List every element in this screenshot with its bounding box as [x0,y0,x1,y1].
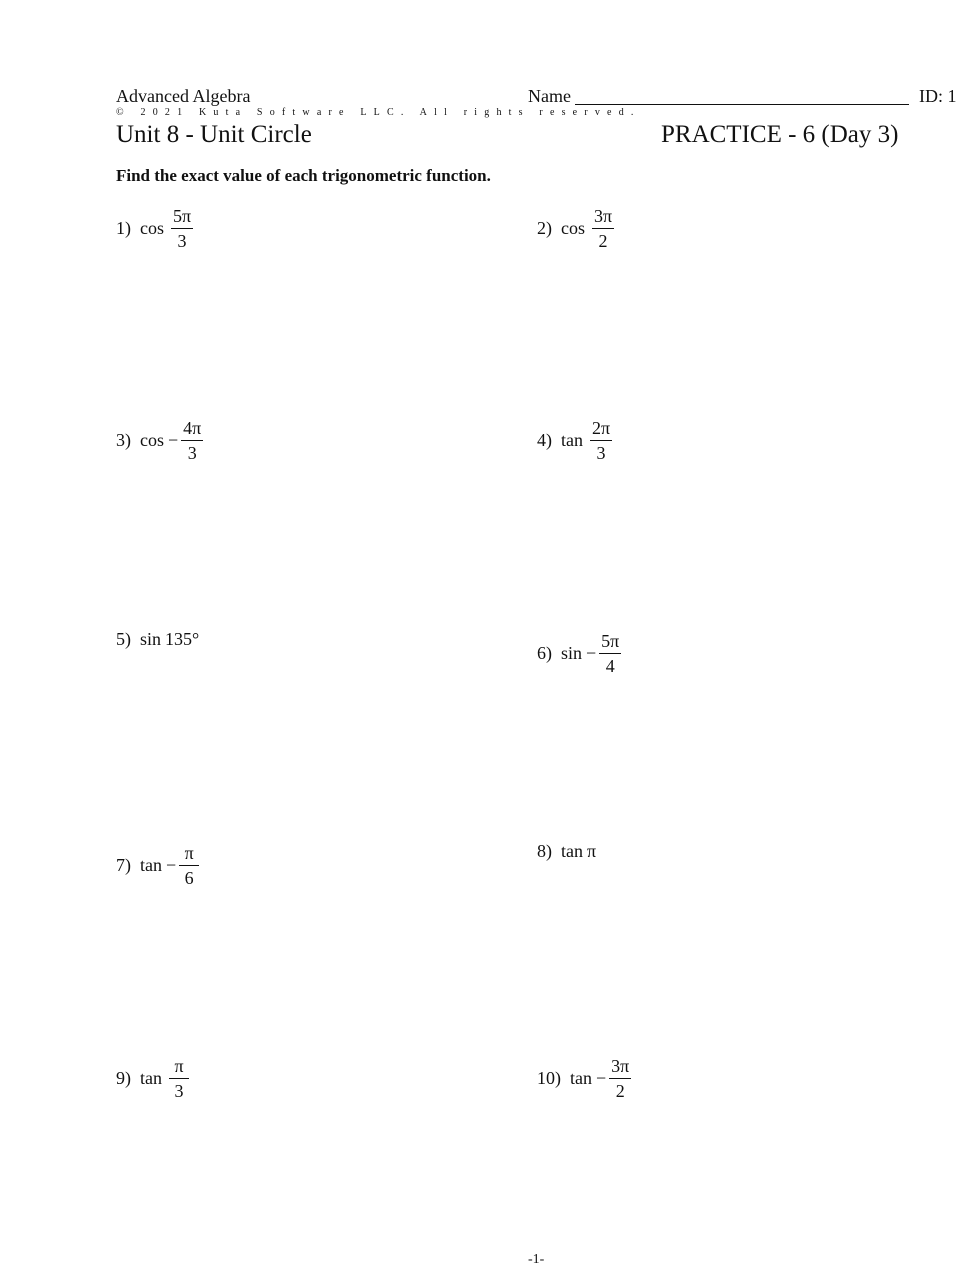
problem-number: 10) [537,1068,561,1088]
trig-function: sin [561,643,583,663]
problem-1 [116,204,193,253]
fraction-denominator: 3 [177,231,187,251]
negative-sign: − [166,855,177,875]
problem-5 [116,629,199,650]
fraction-denominator: 2 [615,1081,625,1101]
trig-function: tan [140,855,162,875]
problem-number: 6) [537,643,552,663]
trig-function: sin [140,629,162,649]
problem-number: 4) [537,430,552,450]
angle-argument: 135° [165,629,200,649]
problem-number: 7) [116,855,131,875]
id-label: ID: 1 [919,86,957,106]
fraction-denominator: 6 [184,868,194,888]
trig-function: tan [140,1068,162,1088]
negative-sign: − [168,430,179,450]
negative-sign: − [586,643,597,663]
fraction-numerator: 5π [599,629,621,654]
angle-fraction [592,204,614,253]
problem-number: 9) [116,1068,131,1088]
angle-fraction [181,416,203,465]
problem-2 [537,204,614,253]
fraction-numerator: 4π [181,416,203,441]
fraction-numerator: π [169,1054,189,1079]
problem-number: 1) [116,218,131,238]
angle-fraction [169,1054,189,1103]
fraction-numerator: 5π [171,204,193,229]
trig-function: tan [561,841,583,861]
problem-8 [537,841,596,862]
trig-function: cos [561,218,585,238]
fraction-numerator: 3π [592,204,614,229]
fraction-denominator: 3 [596,443,606,463]
problem-3 [116,416,203,465]
angle-fraction [590,416,612,465]
name-blank-line[interactable] [575,104,909,105]
problem-10 [537,1054,631,1103]
trig-function: tan [570,1068,592,1088]
name-label: Name [528,86,571,106]
fraction-numerator: π [179,841,199,866]
problem-number: 5) [116,629,131,649]
angle-fraction [179,841,199,890]
fraction-denominator: 2 [598,231,608,251]
fraction-denominator: 3 [174,1081,184,1101]
page-number: -1- [528,1252,545,1267]
problem-number: 8) [537,841,552,861]
problem-number: 3) [116,430,131,450]
problem-6 [537,629,621,678]
fraction-denominator: 3 [187,443,197,463]
fraction-denominator: 4 [605,656,615,676]
practice-title: PRACTICE - 6 (Day 3) [661,121,899,148]
problem-7 [116,841,199,890]
trig-function: tan [561,430,583,450]
angle-fraction [171,204,193,253]
instructions: Find the exact value of each trigonometric function. [116,166,491,185]
fraction-numerator: 2π [590,416,612,441]
unit-title: Unit 8 - Unit Circle [116,121,312,148]
angle-argument: π [587,841,597,861]
angle-fraction [599,629,621,678]
problem-9 [116,1054,189,1103]
copyright-notice: © 2021 Kuta Software LLC. All rights reserved. [116,107,641,118]
problem-number: 2) [537,218,552,238]
trig-function: cos [140,430,164,450]
problem-4 [537,416,612,465]
course-name: Advanced Algebra [116,86,251,106]
negative-sign: − [596,1068,607,1088]
fraction-numerator: 3π [609,1054,631,1079]
trig-function: cos [140,218,164,238]
angle-fraction [609,1054,631,1103]
